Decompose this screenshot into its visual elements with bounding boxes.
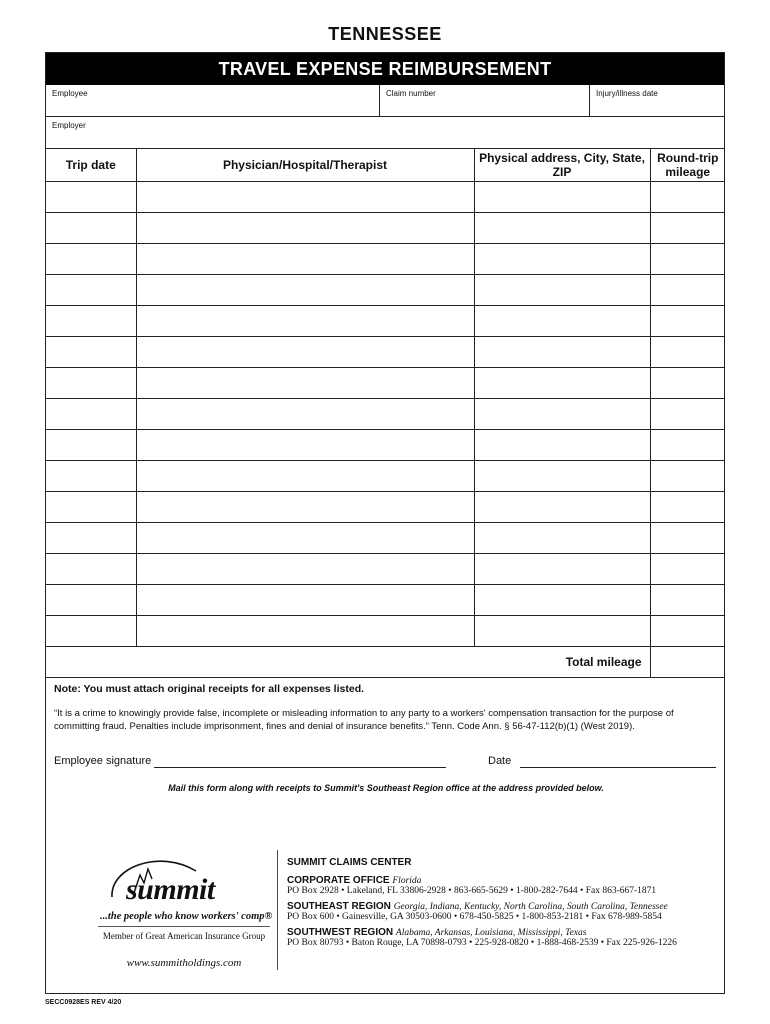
col-mileage: Round-trip mileage bbox=[650, 149, 725, 181]
signature-line[interactable] bbox=[154, 767, 446, 768]
legal-text: “It is a crime to knowingly provide false, incomplete or misleading information to any party to a workers' compensation transaction for the purpose of committing fraud. Penalties include imprisonment, fines and denial of insurance benefits.” Tenn. Code Ann. § 56-47-112(b)(1) (West 2019). bbox=[54, 708, 674, 732]
trip-row bbox=[46, 491, 725, 522]
physician-cell[interactable] bbox=[136, 460, 474, 491]
physician-cell[interactable] bbox=[136, 305, 474, 336]
address-cell[interactable] bbox=[474, 212, 650, 243]
region-states: Alabama, Arkansas, Louisiana, Mississippi, Texas bbox=[395, 928, 587, 938]
offices-divider bbox=[277, 850, 278, 970]
trip-row bbox=[46, 181, 725, 212]
trip-date-cell[interactable] bbox=[46, 305, 136, 336]
info-row-employee bbox=[46, 85, 724, 117]
mileage-cell[interactable] bbox=[650, 181, 725, 212]
physician-cell[interactable] bbox=[136, 336, 474, 367]
address-cell[interactable] bbox=[474, 460, 650, 491]
mileage-cell[interactable] bbox=[650, 429, 725, 460]
physician-cell[interactable] bbox=[136, 212, 474, 243]
trip-date-cell[interactable] bbox=[46, 615, 136, 646]
mileage-cell[interactable] bbox=[650, 212, 725, 243]
office-southwest bbox=[287, 927, 717, 948]
trip-date-cell[interactable] bbox=[46, 367, 136, 398]
trip-date-cell[interactable] bbox=[46, 243, 136, 274]
signature-row bbox=[54, 755, 718, 771]
total-mileage-cell[interactable] bbox=[650, 646, 725, 677]
mileage-cell[interactable] bbox=[650, 243, 725, 274]
summit-wordmark: summit bbox=[126, 873, 215, 906]
address-cell[interactable] bbox=[474, 181, 650, 212]
state-title: TENNESSEE bbox=[328, 24, 442, 44]
address-cell[interactable] bbox=[474, 584, 650, 615]
member-text: Member of Great American Insurance Group bbox=[102, 931, 266, 941]
trip-rows bbox=[46, 181, 725, 646]
summit-logo bbox=[76, 853, 276, 973]
trip-date-cell[interactable] bbox=[46, 491, 136, 522]
trip-row bbox=[46, 336, 725, 367]
date-line[interactable] bbox=[520, 767, 716, 768]
claim-number-label: Claim number bbox=[386, 89, 436, 98]
address-cell[interactable] bbox=[474, 243, 650, 274]
trip-row bbox=[46, 243, 725, 274]
physician-cell[interactable] bbox=[136, 429, 474, 460]
trip-row bbox=[46, 367, 725, 398]
address-cell[interactable] bbox=[474, 305, 650, 336]
mileage-cell[interactable] bbox=[650, 305, 725, 336]
mileage-cell[interactable] bbox=[650, 274, 725, 305]
form-title: TRAVEL EXPENSE REIMBURSEMENT bbox=[46, 53, 724, 85]
physician-cell[interactable] bbox=[136, 615, 474, 646]
trip-date-cell[interactable] bbox=[46, 398, 136, 429]
trip-date-cell[interactable] bbox=[46, 274, 136, 305]
region-address: PO Box 80793 • Baton Rouge, LA 70898-0793 • 225-928-0820 • 1-888-468-2539 • Fax 225-926-1226 bbox=[287, 938, 677, 948]
trip-row bbox=[46, 522, 725, 553]
physician-cell[interactable] bbox=[136, 274, 474, 305]
region-name: SOUTHEAST REGION bbox=[287, 901, 391, 912]
summit-tagline: ...the people who know workers' comp® bbox=[100, 911, 273, 922]
address-cell[interactable] bbox=[474, 367, 650, 398]
address-cell[interactable] bbox=[474, 491, 650, 522]
physician-cell[interactable] bbox=[136, 367, 474, 398]
signature-label: Employee signature bbox=[54, 755, 152, 767]
mileage-cell[interactable] bbox=[650, 367, 725, 398]
trip-date-cell[interactable] bbox=[46, 522, 136, 553]
region-address: PO Box 2928 • Lakeland, FL 33806-2928 • 863-665-5629 • 1-800-282-7644 • Fax 863-667-1871 bbox=[287, 886, 657, 896]
date-label: Date bbox=[488, 755, 512, 767]
injury-date-label: Injury/illness date bbox=[596, 89, 658, 98]
region-name: CORPORATE OFFICE bbox=[287, 875, 390, 886]
trip-date-cell[interactable] bbox=[46, 584, 136, 615]
address-cell[interactable] bbox=[474, 553, 650, 584]
trip-table-header bbox=[46, 149, 725, 181]
region-states: Florida bbox=[392, 876, 422, 886]
trip-row bbox=[46, 274, 725, 305]
claim-number-field[interactable] bbox=[379, 85, 589, 116]
trip-row bbox=[46, 553, 725, 584]
form-code: SECC0928ES REV 4/20 bbox=[45, 999, 122, 1006]
mileage-cell[interactable] bbox=[650, 553, 725, 584]
employee-label: Employee bbox=[52, 89, 88, 98]
mileage-cell[interactable] bbox=[650, 615, 725, 646]
attach-note: Note: You must attach original receipts for all expenses listed. bbox=[54, 683, 365, 695]
address-cell[interactable] bbox=[474, 336, 650, 367]
trip-row bbox=[46, 584, 725, 615]
physician-cell[interactable] bbox=[136, 522, 474, 553]
notes-section bbox=[54, 683, 718, 793]
logo-divider bbox=[98, 926, 270, 927]
mileage-cell[interactable] bbox=[650, 336, 725, 367]
trip-table bbox=[46, 149, 725, 678]
employer-field[interactable] bbox=[46, 117, 725, 148]
trip-row bbox=[46, 398, 725, 429]
website-link[interactable]: www.summitholdings.com bbox=[126, 957, 242, 969]
trip-date-cell[interactable] bbox=[46, 460, 136, 491]
col-address: Physical address, City, State, ZIP bbox=[474, 149, 650, 181]
trip-date-cell[interactable] bbox=[46, 429, 136, 460]
mileage-cell[interactable] bbox=[650, 398, 725, 429]
trip-row bbox=[46, 212, 725, 243]
physician-cell[interactable] bbox=[136, 491, 474, 522]
address-cell[interactable] bbox=[474, 615, 650, 646]
injury-date-field[interactable] bbox=[589, 85, 725, 116]
mail-instruction: Mail this form along with receipts to Summit's Southeast Region office at the address provided below. bbox=[168, 783, 604, 793]
physician-cell[interactable] bbox=[136, 398, 474, 429]
employer-label: Employer bbox=[52, 121, 86, 130]
physician-cell[interactable] bbox=[136, 553, 474, 584]
region-name: SOUTHWEST REGION bbox=[287, 927, 394, 938]
address-cell[interactable] bbox=[474, 522, 650, 553]
physician-cell[interactable] bbox=[136, 243, 474, 274]
mileage-cell[interactable] bbox=[650, 491, 725, 522]
form-frame bbox=[45, 52, 725, 994]
address-cell[interactable] bbox=[474, 398, 650, 429]
region-address: PO Box 600 • Gainesville, GA 30503-0600 • 678-450-5825 • 1-800-853-2181 • Fax 678-989-5854 bbox=[287, 912, 662, 922]
trip-row bbox=[46, 429, 725, 460]
col-trip-date: Trip date bbox=[46, 149, 136, 181]
trip-date-cell[interactable] bbox=[46, 553, 136, 584]
trip-row bbox=[46, 460, 725, 491]
col-physician: Physician/Hospital/Therapist bbox=[136, 149, 474, 181]
total-row bbox=[46, 646, 725, 677]
offices-block bbox=[287, 857, 717, 953]
trip-date-cell[interactable] bbox=[46, 212, 136, 243]
total-mileage-label: Total mileage bbox=[46, 646, 650, 677]
address-cell[interactable] bbox=[474, 274, 650, 305]
address-cell[interactable] bbox=[474, 429, 650, 460]
mileage-cell[interactable] bbox=[650, 584, 725, 615]
region-states: Georgia, Indiana, Kentucky, North Carolina, South Carolina, Tennessee bbox=[393, 902, 668, 912]
office-corporate bbox=[287, 875, 717, 896]
mileage-cell[interactable] bbox=[650, 460, 725, 491]
mileage-cell[interactable] bbox=[650, 522, 725, 553]
claims-center-name: SUMMIT CLAIMS CENTER bbox=[287, 857, 412, 868]
physician-cell[interactable] bbox=[136, 181, 474, 212]
trip-date-cell[interactable] bbox=[46, 336, 136, 367]
trip-date-cell[interactable] bbox=[46, 181, 136, 212]
info-row-employer bbox=[46, 117, 724, 149]
office-southeast bbox=[287, 901, 717, 922]
trip-row bbox=[46, 305, 725, 336]
trip-row bbox=[46, 615, 725, 646]
employee-field[interactable] bbox=[46, 85, 379, 116]
physician-cell[interactable] bbox=[136, 584, 474, 615]
